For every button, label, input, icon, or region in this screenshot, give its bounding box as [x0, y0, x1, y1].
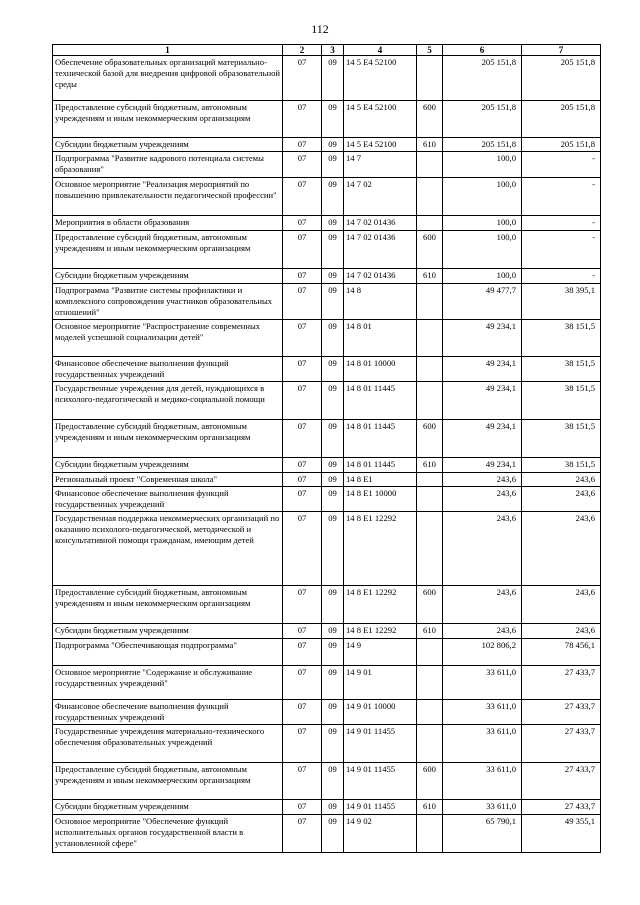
row-name: Основное мероприятие "Содержание и обслуживание государственных учреждений" [53, 666, 283, 700]
row-target-code: 14 5 Е4 52100 [344, 101, 417, 138]
row-expense-type [417, 216, 443, 231]
row-expense-type: 600 [417, 763, 443, 800]
col-header-4: 4 [344, 45, 417, 56]
row-target-code: 14 8 Е1 10000 [344, 487, 417, 512]
row-amount-2: 243,6 [522, 586, 601, 624]
row-amount-1: 33 611,0 [443, 800, 522, 815]
row-expense-type [417, 56, 443, 101]
row-amount-1: 243,6 [443, 586, 522, 624]
row-name: Основное мероприятие "Обеспечение функций исполнительных органов государственной власти в установленной сфере" [53, 815, 283, 853]
row-target-code: 14 8 Е1 12292 [344, 586, 417, 624]
row-name: Субсидии бюджетным учреждениям [53, 269, 283, 284]
col-header-5: 5 [417, 45, 443, 56]
row-name: Финансовое обеспечение выполнения функций государственных учреждений [53, 487, 283, 512]
row-amount-1: 49 477,7 [443, 284, 522, 320]
row-section: 07 [283, 178, 322, 216]
table-row [53, 101, 601, 138]
row-expense-type: 610 [417, 458, 443, 473]
row-amount-2: 243,6 [522, 473, 601, 487]
row-section: 07 [283, 320, 322, 357]
row-amount-2: - [522, 178, 601, 216]
row-section: 07 [283, 666, 322, 700]
row-name: Подпрограмма "Развитие системы профилактики и комплексного сопровождения участников образовательных отношений" [53, 284, 283, 320]
table-row [53, 138, 601, 152]
table-row [53, 231, 601, 269]
row-amount-2: 205 151,8 [522, 138, 601, 152]
row-name: Субсидии бюджетным учреждениям [53, 138, 283, 152]
row-section: 07 [283, 815, 322, 853]
row-target-code: 14 8 01 11445 [344, 458, 417, 473]
row-subsection: 09 [322, 512, 344, 586]
row-name: Обеспечение образовательных организаций материально-технической базой для внедрения цифровой образовательной среды [53, 56, 283, 101]
row-section: 07 [283, 639, 322, 666]
row-expense-type [417, 487, 443, 512]
row-target-code: 14 9 01 10000 [344, 700, 417, 725]
table-row [53, 666, 601, 700]
row-expense-type: 610 [417, 800, 443, 815]
row-subsection: 09 [322, 138, 344, 152]
row-expense-type [417, 357, 443, 382]
row-amount-2: 38 395,1 [522, 284, 601, 320]
row-amount-2: 243,6 [522, 512, 601, 586]
row-target-code: 14 5 Е4 52100 [344, 56, 417, 101]
row-expense-type [417, 152, 443, 178]
row-target-code: 14 9 01 11455 [344, 800, 417, 815]
row-name: Субсидии бюджетным учреждениям [53, 800, 283, 815]
row-amount-2: 38 151,5 [522, 320, 601, 357]
row-section: 07 [283, 101, 322, 138]
row-name: Предоставление субсидий бюджетным, автономным учреждениям и иным некоммерческим организациям [53, 420, 283, 458]
row-section: 07 [283, 725, 322, 763]
row-section: 07 [283, 473, 322, 487]
row-expense-type [417, 473, 443, 487]
row-amount-1: 100,0 [443, 216, 522, 231]
table-row [53, 320, 601, 357]
row-name: Подпрограмма "Развитие кадрового потенциала системы образования" [53, 152, 283, 178]
row-section: 07 [283, 458, 322, 473]
row-section: 07 [283, 269, 322, 284]
row-target-code: 14 7 [344, 152, 417, 178]
row-expense-type: 600 [417, 231, 443, 269]
table-row [53, 487, 601, 512]
header-row [53, 45, 601, 56]
row-subsection: 09 [322, 624, 344, 639]
row-section: 07 [283, 382, 322, 420]
row-amount-1: 243,6 [443, 487, 522, 512]
row-subsection: 09 [322, 458, 344, 473]
table-row [53, 586, 601, 624]
row-amount-1: 49 234,1 [443, 420, 522, 458]
row-amount-1: 49 234,1 [443, 357, 522, 382]
row-amount-1: 243,6 [443, 624, 522, 639]
row-expense-type [417, 284, 443, 320]
row-amount-1: 33 611,0 [443, 763, 522, 800]
row-amount-2: 38 151,5 [522, 357, 601, 382]
table-row [53, 512, 601, 586]
row-expense-type [417, 700, 443, 725]
row-section: 07 [283, 487, 322, 512]
row-amount-2: 205 151,8 [522, 56, 601, 101]
table-row [53, 800, 601, 815]
table-row [53, 216, 601, 231]
row-name: Подпрограмма "Обеспечивающая подпрограмма" [53, 639, 283, 666]
row-target-code: 14 7 02 01436 [344, 269, 417, 284]
row-section: 07 [283, 152, 322, 178]
row-expense-type [417, 512, 443, 586]
row-target-code: 14 8 Е1 [344, 473, 417, 487]
row-section: 07 [283, 763, 322, 800]
col-header-3: 3 [322, 45, 344, 56]
row-expense-type [417, 382, 443, 420]
row-amount-2: - [522, 231, 601, 269]
row-target-code: 14 7 02 01436 [344, 216, 417, 231]
row-subsection: 09 [322, 666, 344, 700]
row-name: Государственные учреждения для детей, нуждающихся в психолого-педагогической и медико-социальной помощи [53, 382, 283, 420]
row-name: Предоставление субсидий бюджетным, автономным учреждениям и иным некоммерческим организациям [53, 231, 283, 269]
row-target-code: 14 9 01 11455 [344, 763, 417, 800]
row-expense-type [417, 725, 443, 763]
row-subsection: 09 [322, 700, 344, 725]
row-amount-1: 100,0 [443, 231, 522, 269]
row-amount-1: 49 234,1 [443, 382, 522, 420]
row-expense-type [417, 815, 443, 853]
row-section: 07 [283, 284, 322, 320]
row-target-code: 14 8 [344, 284, 417, 320]
row-subsection: 09 [322, 101, 344, 138]
row-section: 07 [283, 700, 322, 725]
row-amount-2: 27 433,7 [522, 666, 601, 700]
row-amount-2: 49 355,1 [522, 815, 601, 853]
table-row [53, 420, 601, 458]
table-row [53, 700, 601, 725]
row-expense-type: 610 [417, 138, 443, 152]
row-subsection: 09 [322, 725, 344, 763]
row-name: Субсидии бюджетным учреждениям [53, 458, 283, 473]
row-name: Финансовое обеспечение выполнения функций государственных учреждений [53, 700, 283, 725]
row-subsection: 09 [322, 178, 344, 216]
row-amount-2: 27 433,7 [522, 725, 601, 763]
row-amount-1: 100,0 [443, 178, 522, 216]
row-amount-1: 33 611,0 [443, 666, 522, 700]
row-amount-1: 33 611,0 [443, 725, 522, 763]
row-amount-1: 33 611,0 [443, 700, 522, 725]
row-name: Финансовое обеспечение выполнения функций государственных учреждений [53, 357, 283, 382]
table-row [53, 815, 601, 853]
table-row [53, 178, 601, 216]
row-section: 07 [283, 216, 322, 231]
row-amount-1: 65 790,1 [443, 815, 522, 853]
table-body [53, 56, 601, 853]
col-header-1: 1 [53, 45, 283, 56]
row-subsection: 09 [322, 56, 344, 101]
row-subsection: 09 [322, 815, 344, 853]
row-expense-type [417, 178, 443, 216]
row-subsection: 09 [322, 357, 344, 382]
table-row [53, 639, 601, 666]
budget-table [52, 44, 601, 853]
row-amount-2: 27 433,7 [522, 800, 601, 815]
row-subsection: 09 [322, 231, 344, 269]
row-amount-2: 38 151,5 [522, 382, 601, 420]
row-expense-type: 600 [417, 101, 443, 138]
row-section: 07 [283, 512, 322, 586]
row-section: 07 [283, 138, 322, 152]
row-subsection: 09 [322, 382, 344, 420]
row-amount-1: 205 151,8 [443, 101, 522, 138]
row-name: Региональный проект "Современная школа" [53, 473, 283, 487]
row-amount-2: 27 433,7 [522, 700, 601, 725]
row-target-code: 14 9 02 [344, 815, 417, 853]
table-row [53, 458, 601, 473]
row-amount-1: 49 234,1 [443, 320, 522, 357]
row-amount-1: 100,0 [443, 269, 522, 284]
row-expense-type: 610 [417, 269, 443, 284]
row-section: 07 [283, 420, 322, 458]
row-subsection: 09 [322, 152, 344, 178]
row-target-code: 14 8 01 10000 [344, 357, 417, 382]
row-amount-2: - [522, 269, 601, 284]
row-target-code: 14 8 01 11445 [344, 382, 417, 420]
row-expense-type: 600 [417, 586, 443, 624]
row-amount-1: 49 234,1 [443, 458, 522, 473]
table-row [53, 269, 601, 284]
row-section: 07 [283, 56, 322, 101]
row-expense-type [417, 666, 443, 700]
row-expense-type: 610 [417, 624, 443, 639]
row-expense-type [417, 320, 443, 357]
row-expense-type [417, 639, 443, 666]
table-row [53, 56, 601, 101]
row-name: Государственная поддержка некоммерческих организаций по оказанию психолого-педагогической, методической и консультативной помощи гражданам, имеющим детей [53, 512, 283, 586]
row-subsection: 09 [322, 420, 344, 458]
table-row [53, 382, 601, 420]
row-subsection: 09 [322, 639, 344, 666]
table-row [53, 725, 601, 763]
row-subsection: 09 [322, 284, 344, 320]
row-section: 07 [283, 800, 322, 815]
row-subsection: 09 [322, 586, 344, 624]
row-amount-2: 243,6 [522, 624, 601, 639]
row-amount-2: 38 151,5 [522, 458, 601, 473]
row-name: Основное мероприятие "Реализация мероприятий по повышению привлекательности педагогической профессии" [53, 178, 283, 216]
col-header-7: 7 [522, 45, 601, 56]
row-amount-2: 78 456,1 [522, 639, 601, 666]
row-subsection: 09 [322, 487, 344, 512]
row-amount-2: - [522, 216, 601, 231]
row-amount-1: 205 151,8 [443, 56, 522, 101]
row-subsection: 09 [322, 269, 344, 284]
row-subsection: 09 [322, 320, 344, 357]
row-amount-2: - [522, 152, 601, 178]
row-amount-1: 243,6 [443, 473, 522, 487]
row-section: 07 [283, 357, 322, 382]
table-row [53, 357, 601, 382]
row-target-code: 14 7 02 [344, 178, 417, 216]
table-row [53, 152, 601, 178]
table-row [53, 624, 601, 639]
row-amount-2: 38 151,5 [522, 420, 601, 458]
table-row [53, 473, 601, 487]
row-subsection: 09 [322, 800, 344, 815]
row-amount-2: 27 433,7 [522, 763, 601, 800]
row-name: Предоставление субсидий бюджетным, автономным учреждениям и иным некоммерческим организациям [53, 763, 283, 800]
row-amount-1: 205 151,8 [443, 138, 522, 152]
row-name: Предоставление субсидий бюджетным, автономным учреждениям и иным некоммерческим организациям [53, 586, 283, 624]
row-name: Мероприятия в области образования [53, 216, 283, 231]
row-target-code: 14 5 Е4 52100 [344, 138, 417, 152]
table-row [53, 284, 601, 320]
col-header-6: 6 [443, 45, 522, 56]
row-target-code: 14 9 01 11455 [344, 725, 417, 763]
row-section: 07 [283, 624, 322, 639]
row-amount-1: 100,0 [443, 152, 522, 178]
row-name: Государственные учреждения материально-технического обеспечения образовательных учреждений [53, 725, 283, 763]
col-header-2: 2 [283, 45, 322, 56]
row-expense-type: 600 [417, 420, 443, 458]
row-amount-2: 243,6 [522, 487, 601, 512]
row-subsection: 09 [322, 473, 344, 487]
row-target-code: 14 8 Е1 12292 [344, 512, 417, 586]
page-number: 112 [311, 22, 329, 36]
row-name: Предоставление субсидий бюджетным, автономным учреждениям и иным некоммерческим организациям [53, 101, 283, 138]
row-name: Субсидии бюджетным учреждениям [53, 624, 283, 639]
row-amount-1: 243,6 [443, 512, 522, 586]
row-target-code: 14 9 01 [344, 666, 417, 700]
row-section: 07 [283, 586, 322, 624]
row-target-code: 14 9 [344, 639, 417, 666]
table-row [53, 763, 601, 800]
row-subsection: 09 [322, 216, 344, 231]
row-target-code: 14 8 01 [344, 320, 417, 357]
row-target-code: 14 8 Е1 12292 [344, 624, 417, 639]
row-section: 07 [283, 231, 322, 269]
row-amount-2: 205 151,8 [522, 101, 601, 138]
row-amount-1: 102 806,2 [443, 639, 522, 666]
row-target-code: 14 8 01 11445 [344, 420, 417, 458]
row-target-code: 14 7 02 01436 [344, 231, 417, 269]
row-name: Основное мероприятие "Распространение современных моделей успешной социализации детей" [53, 320, 283, 357]
row-subsection: 09 [322, 763, 344, 800]
